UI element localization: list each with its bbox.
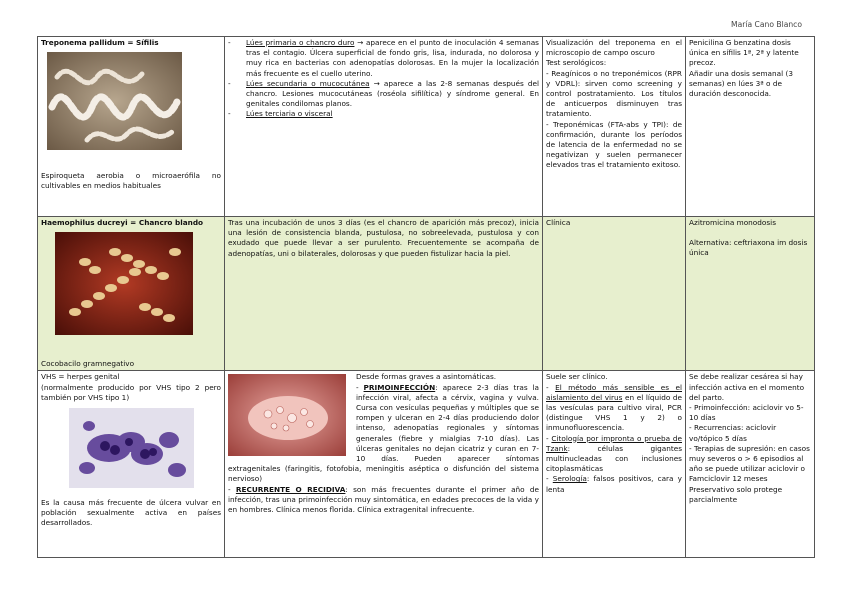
diagnosis-line: Test serológicos:	[546, 58, 607, 68]
treponema-micrograph	[47, 52, 182, 150]
diagnosis-line: Suele ser clínico.	[546, 372, 608, 382]
diagnosis-line: - Treponémicas (FTA-abs y TPI): de confirmación, durante los períodos de latencia de la enfermedad no se negativizan y suelen permanecer elevados tras el tratamiento exitoso.	[546, 119, 682, 170]
diagnosis-cell	[543, 217, 686, 371]
clinical-recurrent: - RECURRENTE O RECIDIVA: son más frecuentes durante el primer año de infección, tras una primoinfección muy sintomática, en edades precoces de la vida y en hombres. Clínica menos florida. Clínica extragenital infrecuente.	[228, 484, 540, 515]
diagnosis-cell	[543, 37, 686, 217]
treatment-line: Penicilina G benzatina dosis única en sífilis 1ª, 2ª y latente precoz.	[689, 38, 799, 68]
clinical-item: - Lúes terciaria o visceral	[228, 109, 333, 119]
haemophilus-micrograph	[55, 232, 193, 335]
clinical-cell	[225, 371, 543, 558]
table-row	[38, 371, 815, 558]
clinical-intro: Desde formas graves a asintomáticas.	[356, 372, 497, 382]
treatment-line: Preservativo solo protege parcialmente	[689, 484, 783, 504]
diagnosis-line: Clínica	[546, 218, 571, 227]
pathogen-cell	[38, 37, 225, 217]
clinical-cell	[225, 217, 543, 371]
diagnosis-line: - Citología por impronta o prueba de Tzank: células gigantes multinucleadas con inclusiones citoplasmáticas	[546, 433, 682, 474]
pathogen-title: Haemophilus ducreyi = Chancro blando	[41, 218, 204, 227]
treatment-line: - Primoinfección: aciclovir vo 5-10 días	[689, 403, 804, 423]
diagnosis-cell	[543, 371, 686, 558]
clinical-text: Tras una incubación de unos 3 días (es el chancro de aparición más precoz), inicia una lesión de consistencia blanda, pustulosa, no sobreelevada, pustulosa y con exudado que puede llevar a ser purulento. Frecuentemente se acompaña de adenopatías, uni o bilaterales, dolorosas y que pueden fistulizar hacia la piel.	[228, 218, 539, 258]
pathogen-title: Treponema pallidum = Sífilis	[41, 38, 159, 47]
pathogen-cell	[38, 217, 225, 371]
herpes-cytology	[69, 408, 194, 488]
table-row	[38, 217, 815, 371]
summary-table	[37, 36, 815, 558]
treatment-line: Añadir una dosis semanal (3 semanas) en lúes 3ª o de duración desconocida.	[689, 68, 793, 99]
pathogen-title: VHS = herpes genital	[41, 372, 120, 382]
treatment-line: Alternativa: ceftriaxona im dosis única	[689, 238, 808, 258]
treatment-cell	[686, 37, 815, 217]
treatment-line: Se debe realizar cesárea si hay infección activa en el momento del parto.	[689, 372, 805, 402]
diagnosis-line: - Serología: falsos positivos, cara y lenta	[546, 474, 682, 494]
pathogen-caption: Espiroqueta aerobia o microaerófila no cultivables en medios habituales	[41, 171, 221, 191]
clinical-item: - Lúes primaria o chancro duro → aparece en el punto de inoculación 4 semanas tras el contagio. Úlcera superficial de fondo gris, lisa, indurada, no dolorosa y muy rica en bacterias con adenopatías dolorosas. En la mujer la localización más frecuente es el cuello uterino.	[228, 38, 539, 78]
clinical-cell	[225, 37, 543, 217]
diagnosis-line: - Reagínicos o no treponémicos (RPR y VDRL): sirven como screening y control postratamiento. Los títulos de anticuerpos disminuyen tras tratamiento.	[546, 68, 682, 119]
treatment-cell	[686, 371, 815, 558]
treatment-line: Azitromicina monodosis	[689, 218, 776, 227]
treatment-line: Famciclovir 12 meses	[689, 474, 768, 484]
treatment-cell	[686, 217, 815, 371]
pathogen-subtitle: (normalmente producido por VHS tipo 2 pero también por VHS tipo 1)	[41, 382, 221, 402]
pathogen-caption: Es la causa más frecuente de úlcera vulvar en población sexualmente activa en países desarrollados.	[41, 498, 221, 528]
table-row	[38, 37, 815, 217]
treatment-line: - Recurrencias: aciclovir vo/tópico 5 días	[689, 423, 777, 443]
pathogen-caption: Cocobacilo gramnegativo	[41, 359, 135, 369]
herpes-lesion-photo	[228, 374, 346, 456]
clinical-item: - Lúes secundaria o mucocutánea → aparece a las 2-8 semanas después del chancro. Lesiones mucocutáneas (roséola sifilítica) y síndrome general. En genitales condilomas planos.	[228, 78, 539, 109]
diagnosis-line: - El método más sensible es el aislamiento del virus en el líquido de las vesículas para cultivo viral, PCR (distingue VHS 1 y 2) o inmunofluorescencia.	[546, 382, 682, 433]
clinical-primo: - PRIMOINFECCIÓN: aparece 2-3 días tras la infección viral, afecta a cérvix, vagina y vulva. Cursa con vesículas pequeñas y múltiples que se rompen y ulceran en 2-4 días produciendo dolor intenso, adenopatías regionales y síntomas generales (fiebre y mialgias 7-10 días). Las úlceras genitales no dejan cicatriz y curan en 7-10 días. Pueden aparecer síntomas extragenitales (faringitis, fotofobia, meningitis aséptica o disfunción del sistema nervioso)	[228, 382, 540, 484]
pathogen-cell	[38, 371, 225, 558]
treatment-line: - Terapias de supresión: en casos muy severos o > 6 episodios al año se puede utilizar aciclovir o	[689, 443, 810, 474]
author-name: María Cano Blanco	[731, 20, 802, 29]
diagnosis-line: Visualización del treponema en el microscopio de campo oscuro	[546, 38, 682, 58]
